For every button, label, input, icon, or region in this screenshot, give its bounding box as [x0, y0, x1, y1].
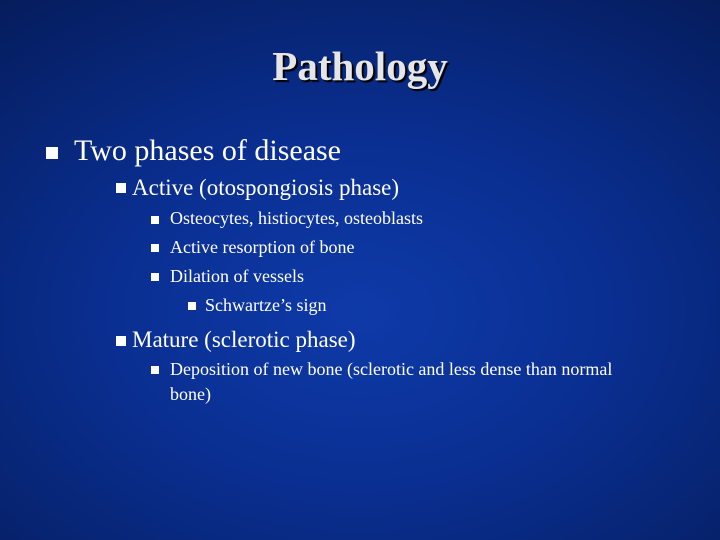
bullet-mature-item-line1: Deposition of new bone (sclerotic and less dense than normal — [170, 359, 613, 379]
bullet-active-item-3: Dilation of vessels — [170, 266, 304, 286]
bullet-square-icon — [151, 273, 159, 281]
bullet-mature-item-line2: bone) — [170, 384, 211, 404]
bullet-active-subitem: Schwartze’s sign — [205, 295, 327, 315]
bullet-square-icon — [116, 336, 126, 346]
bullet-active-item-2: Active resorption of bone — [170, 237, 355, 257]
bullet-square-icon — [188, 302, 196, 310]
bullet-square-icon — [151, 366, 159, 374]
bullet-mature: Mature (sclerotic phase) — [132, 327, 356, 352]
slide-title: Pathology — [272, 43, 448, 89]
bullet-square-icon — [116, 183, 126, 193]
bullet-square-icon — [151, 244, 159, 252]
bullet-main: Two phases of disease — [74, 134, 341, 167]
bullet-square-icon — [46, 147, 58, 159]
bullet-active-item-1: Osteocytes, histiocytes, osteoblasts — [170, 208, 423, 228]
bullet-square-icon — [151, 216, 159, 224]
bullet-active: Active (otospongiosis phase) — [132, 175, 400, 200]
